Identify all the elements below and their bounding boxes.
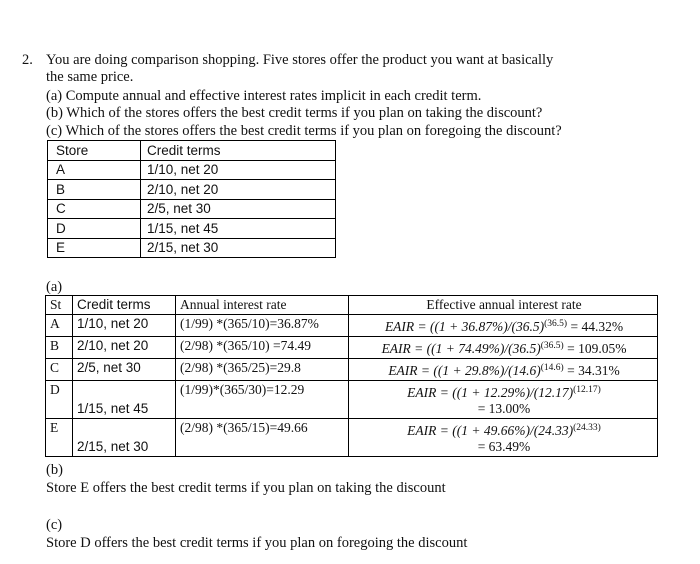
header-st: St <box>46 296 73 315</box>
question-number: 2. <box>22 52 33 68</box>
answer-c-label: (c) <box>46 517 63 533</box>
header-effective-rate: Effective annual interest rate <box>349 296 658 315</box>
eair-result: = 63.49% <box>477 439 531 454</box>
question-part-a: (a) Compute annual and effective interest rates implicit in each credit term. <box>46 88 482 104</box>
eair-exponent: (36.5) <box>544 319 568 329</box>
eair-exponent: (24.33) <box>573 423 601 433</box>
terms-cell: 2/5, net 30 <box>141 199 336 219</box>
eair-cell <box>349 419 658 457</box>
eair-cell <box>349 337 658 359</box>
eair-cell <box>349 359 658 381</box>
answer-b-text: Store E offers the best credit terms if you plan on taking the discount <box>46 480 446 496</box>
terms-cell: 2/15, net 30 <box>73 419 176 457</box>
question-part-c: (c) Which of the stores offers the best credit terms if you plan on foregoing the discount? <box>46 123 562 139</box>
table-row <box>46 315 658 337</box>
terms-cell: 2/10, net 20 <box>73 337 176 359</box>
table-header-row <box>46 296 658 315</box>
store-cell: D <box>46 381 73 419</box>
terms-cell: 2/5, net 30 <box>73 359 176 381</box>
table-row <box>46 337 658 359</box>
store-cell: A <box>46 315 73 337</box>
eair-formula: EAIR = ((1 + 29.8%)/(14.6) <box>388 363 541 378</box>
eair-result: = 44.32% <box>567 319 624 334</box>
store-cell: E <box>48 238 141 258</box>
annual-rate-cell: (2/98) *(365/15)=49.66 <box>176 419 349 457</box>
table-row <box>48 199 336 219</box>
table-header-row <box>48 141 336 161</box>
table-row <box>46 419 658 457</box>
eair-formula: EAIR = ((1 + 74.49%)/(36.5) <box>381 341 541 356</box>
eair-result: = 109.05% <box>563 341 627 356</box>
header-store: Store <box>48 141 141 161</box>
terms-cell: 1/10, net 20 <box>141 160 336 180</box>
header-annual-rate: Annual interest rate <box>176 296 349 315</box>
store-cell: E <box>46 419 73 457</box>
table-row <box>48 219 336 239</box>
table-row <box>48 180 336 200</box>
terms-cell: 1/15, net 45 <box>73 381 176 419</box>
eair-cell <box>349 381 658 419</box>
annual-rate-cell: (1/99) *(365/10)=36.87% <box>176 315 349 337</box>
annual-rate-cell: (1/99)*(365/30)=12.29 <box>176 381 349 419</box>
answer-b-label: (b) <box>46 462 63 478</box>
eair-cell <box>349 315 658 337</box>
credit-terms-table <box>47 140 336 258</box>
store-cell: D <box>48 219 141 239</box>
store-cell: B <box>48 180 141 200</box>
header-credit-terms: Credit terms <box>141 141 336 161</box>
annual-rate-cell: (2/98) *(365/25)=29.8 <box>176 359 349 381</box>
header-credit-terms: Credit terms <box>73 296 176 315</box>
table-row <box>46 359 658 381</box>
eair-result: = 34.31% <box>563 363 620 378</box>
question-part-b: (b) Which of the stores offers the best credit terms if you plan on taking the discount? <box>46 105 543 121</box>
answer-a-label: (a) <box>46 279 63 295</box>
eair-formula: EAIR = ((1 + 36.87%)/(36.5) <box>384 319 545 334</box>
store-cell: A <box>48 160 141 180</box>
table-row <box>48 238 336 258</box>
eair-formula: EAIR = ((1 + 49.66%)/(24.33) <box>407 423 574 438</box>
eair-exponent: (36.5) <box>540 341 564 351</box>
answer-table <box>45 295 658 457</box>
terms-cell: 2/15, net 30 <box>141 238 336 258</box>
store-cell: B <box>46 337 73 359</box>
question-line-1: You are doing comparison shopping. Five stores offer the product you want at basically <box>46 52 554 68</box>
eair-exponent: (14.6) <box>540 363 564 373</box>
terms-cell: 1/15, net 45 <box>141 219 336 239</box>
terms-cell: 1/10, net 20 <box>73 315 176 337</box>
question-line-2: the same price. <box>46 69 134 85</box>
store-cell: C <box>46 359 73 381</box>
answer-c-text: Store D offers the best credit terms if you plan on foregoing the discount <box>46 535 468 551</box>
eair-exponent: (12.17) <box>573 385 601 395</box>
table-row <box>48 160 336 180</box>
eair-result: = 13.00% <box>477 401 531 416</box>
store-cell: C <box>48 199 141 219</box>
terms-cell: 2/10, net 20 <box>141 180 336 200</box>
annual-rate-cell: (2/98) *(365/10) =74.49 <box>176 337 349 359</box>
table-row <box>46 381 658 419</box>
eair-formula: EAIR = ((1 + 12.29%)/(12.17) <box>407 385 574 400</box>
